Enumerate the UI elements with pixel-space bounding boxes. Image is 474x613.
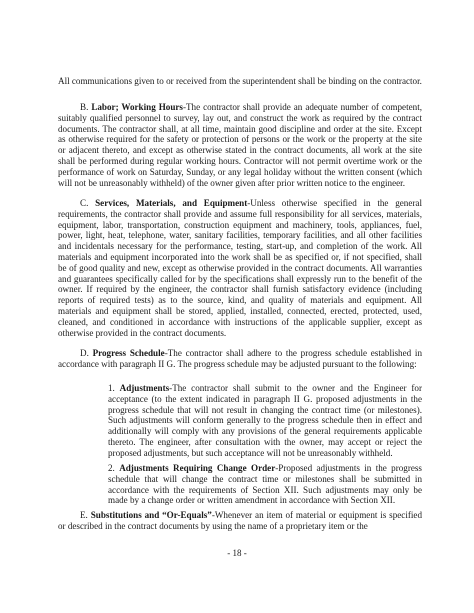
paragraph-d1-heading: Adjustments xyxy=(119,383,170,393)
paragraph-e-heading: Substitutions and “Or-Equals” xyxy=(90,510,212,520)
paragraph-d1-label: 1. xyxy=(108,383,115,393)
paragraph-d1-adjustments xyxy=(108,383,422,459)
paragraph-d2-text: -Proposed adjustments in the progress schedule that will change the contract time or milestones shall be submitted in accordance with the requirements of Section XII. Such adjustments may only be made by a change order or written amendment in accordance with Section XII. xyxy=(108,463,422,506)
paragraph-d2-heading: Adjustments Requiring Change Order xyxy=(119,463,276,473)
paragraph-d1-text: -The contractor shall submit to the owner and the Engineer for acceptance (to the extent indicated in paragraph II G. proposed adjustments in the progress schedule that will not result in changing the contract time (or milestones). Such adjustments will conform generally to the progress schedule then in effect and additionally will comply with any provisions of the general requirements applicable thereto. The engineer, after consultation with the owner, may accept or reject the proposed adjustments, but such acceptance will not be unreasonably withheld. xyxy=(108,383,422,458)
paragraph-d-progress-schedule xyxy=(58,348,422,370)
intro-text: All communications given to or received from the superintendent shall be binding on the contractor. xyxy=(58,76,422,86)
paragraph-c-text: -Unless otherwise specified in the general requirements, the contractor shall provide and assume full responsibility for all services, materials, equipment, labor, transportation, construction equipment and machinery, tools, appliances, fuel, power, light, heat, telephone, water, sanitary facilities, temporary facilities, and all other facilities and incidentals necessary for the performance, testing, start-up, and completion of the work. All materials and equipment incorporated into the work shall be as specified or, if not specified, shall be of good quality and new, except as otherwise provided in the contract documents. All warranties and guarantees specifically called for by the specifications shall expressly run to the benefit of the owner. If required by the engineer, the contractor shall furnish satisfactory evidence (including reports of required tests) as to the source, kind, and quality of materials and equipment. All materials and equipment shall be stored, applied, installed, connected, erected, protected, used, cleaned, and conditioned in accordance with instructions of the applicable supplier, except as otherwise provided in the contract documents. xyxy=(58,198,422,338)
paragraph-d-heading: Progress Schedule xyxy=(92,348,165,358)
paragraph-e-text: -Whenever an item of material or equipment is specified or described in the contract documents by using the name of a proprietary item or the xyxy=(58,510,422,531)
paragraph-b-heading: Labor; Working Hours xyxy=(91,102,183,112)
paragraph-d-label: D. xyxy=(80,348,89,358)
paragraph-c-services xyxy=(58,198,422,338)
paragraph-b-labor xyxy=(58,102,422,188)
paragraph-c-heading: Services, Materials, and Equipment xyxy=(95,198,248,208)
paragraph-c-label: C. xyxy=(80,198,89,208)
page-number: - 18 - xyxy=(227,548,247,558)
paragraph-intro xyxy=(58,76,422,87)
paragraph-e-substitutions xyxy=(58,510,422,532)
paragraph-d-text: -The contractor shall adhere to the progress schedule established in accordance with paragraph II G. The progress schedule may be adjusted pursuant to the following: xyxy=(58,348,422,369)
paragraph-b-text: -The contractor shall provide an adequate number of competent, suitably qualified personnel to survey, lay out, and construct the work as required by the contract documents. The contractor shall, at all time, maintain good discipline and order at the site. Except as otherwise required for the safety or protection of persons or the work or the property at the site or adjacent thereto, and except as otherwise stated in the contract documents, all work at the site shall be performed during regular working hours. Contractor will not permit overtime work or the performance of work on Saturday, Sunday, or any legal holiday without the written consent (which will not be unreasonably withheld) of the owner given after prior written notice to the engineer. xyxy=(58,102,422,188)
paragraph-d2-change-order xyxy=(108,463,422,506)
paragraph-d2-label: 2. xyxy=(108,463,115,473)
paragraph-b-label: B. xyxy=(80,102,89,112)
paragraph-e-label: E. xyxy=(80,510,88,520)
